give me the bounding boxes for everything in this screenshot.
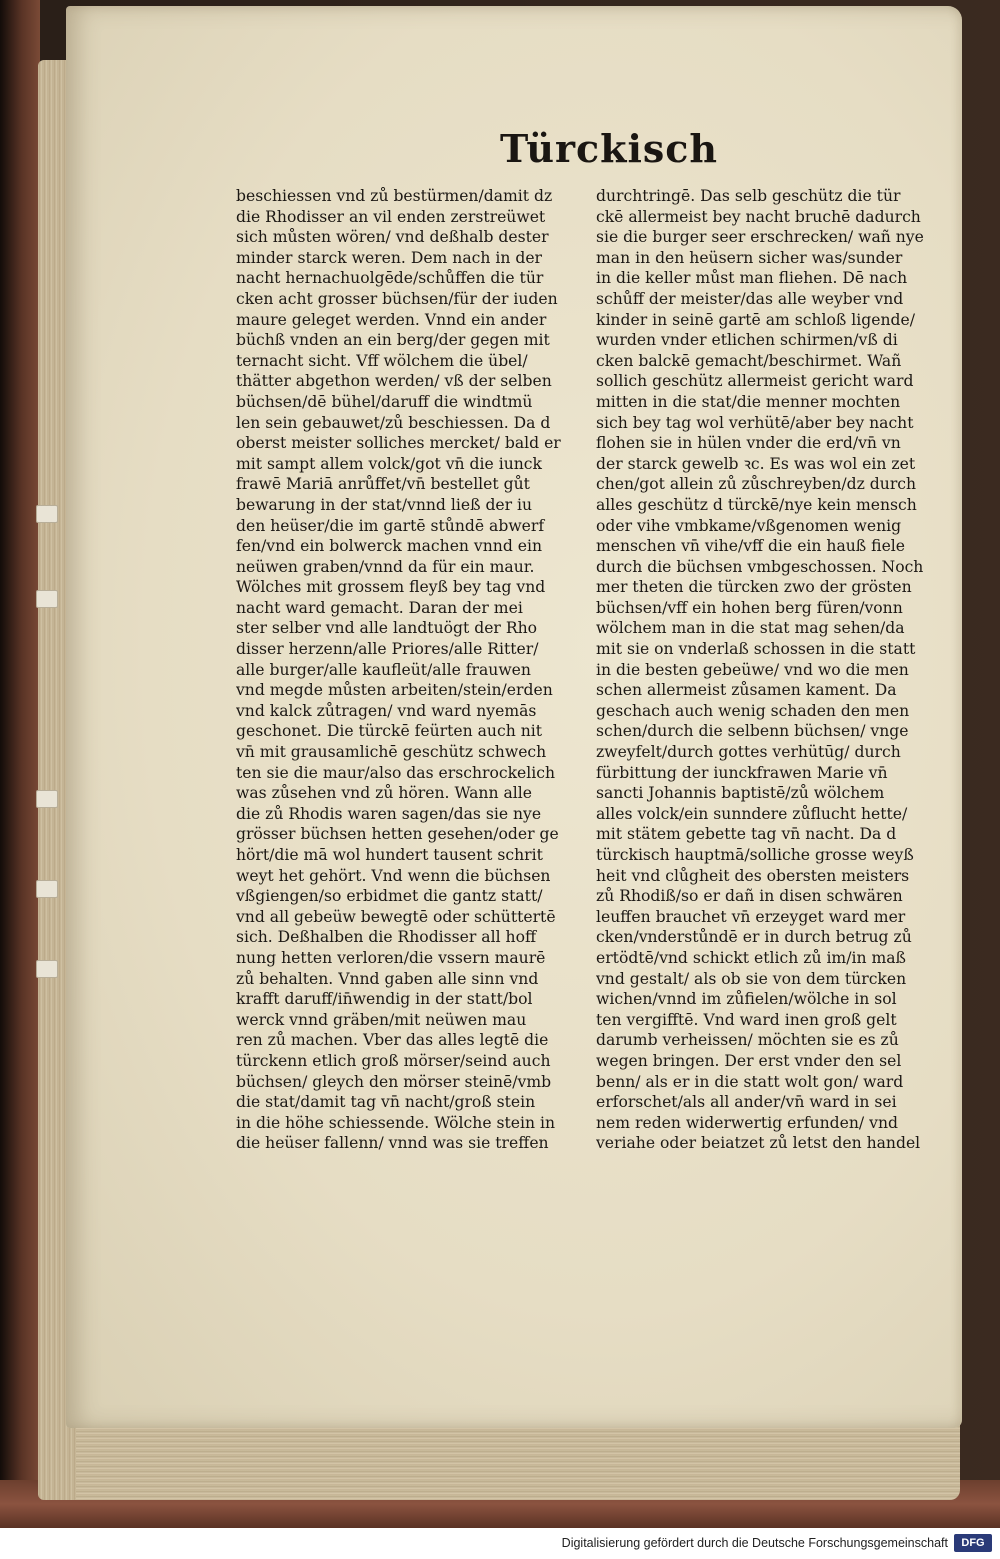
text-line: ternacht sicht. Vff wölchem die übel/ (236, 351, 528, 370)
text-line: mit stätem gebette tag vn̄ nacht. Da d (596, 825, 897, 844)
text-line: man in den heüsern sicher was/sunder (596, 248, 903, 267)
text-line: minder starck weren. Dem nach in der (236, 248, 543, 267)
running-head: Türckisch (500, 126, 719, 171)
dfg-logo: DFG (954, 1534, 992, 1552)
text-line: alles volck/ein sunndere zůflucht hette/ (596, 804, 908, 823)
text-line: menschen vn̄ vihe/vff die ein hauß fiele (596, 537, 906, 556)
text-line: wurden vnder etlichen schirmen/vß di (596, 331, 898, 350)
text-line: kinder in seinē gartē am schloß ligende/ (596, 310, 915, 329)
text-line: ten vergifftē. Vnd ward inen groß gelt (596, 1010, 897, 1029)
text-line: büchsen/dē bühel/daruff die windtmü (236, 392, 533, 411)
paper-tab (36, 960, 58, 978)
text-line: geschonet. Die türckē feürten auch nit (236, 722, 542, 741)
text-line: heit vnd clůgheit des obersten meisters (596, 866, 910, 885)
text-line: vnd kalck zůtragen/ vnd ward nyemās (236, 701, 537, 720)
text-line: erforschet/als all ander/vn̄ ward in sei (596, 1093, 897, 1112)
text-line: den heüser/die im gartē stůndē abwerf (236, 516, 545, 535)
text-line: grösser büchsen hetten gesehen/oder ge (236, 825, 559, 844)
text-line: len sein gebauwet/zů beschiessen. Da d (236, 413, 551, 432)
footer-credit: Digitalisierung gefördert durch die Deutsche Forschungsgemeinschaft (561, 1536, 948, 1550)
text-line: oberst meister solliches mercket/ bald er (236, 434, 561, 453)
text-line: nem reden widerwertig erfunden/ vnd (596, 1113, 898, 1132)
text-line: benn/ als er in die statt wolt gon/ ward (596, 1072, 904, 1091)
text-line: ckē allermeist bey nacht bruchē dadurch (596, 207, 921, 226)
text-line: disser herzenn/alle Priores/alle Ritter/ (236, 640, 539, 659)
paper-tab (36, 880, 58, 898)
text-line: beschiessen vnd zů bestürmen/damit dz (236, 187, 553, 205)
text-line: wölchem man in die stat mag sehen/da (596, 619, 905, 638)
text-line: sie die burger seer erschrecken/ wañ nye (596, 228, 924, 247)
text-line: weyt het gehört. Vnd wenn die büchsen (236, 866, 551, 885)
text-line: der starck gewelb ꝛc. Es was wol ein zet (596, 454, 916, 473)
text-line: bewarung in der stat/vnnd ließ der iu (236, 495, 533, 514)
text-line: die stat/damit tag vn̄ nacht/groß stein (236, 1093, 536, 1112)
text-line: frawē Mariā anrůffet/vn̄ bestellet gůt (236, 475, 530, 494)
text-line: mitten in die stat/die menner mochten (596, 392, 901, 411)
text-line: cken acht grosser büchsen/für der iuden (236, 289, 558, 308)
text-line: nung hetten verloren/die vssern maurē (236, 948, 546, 967)
text-column-right (596, 186, 948, 1206)
text-line: in die höhe schiessende. Wölche stein in (236, 1113, 556, 1132)
text-line: sancti Johannis baptistē/zů wölchem (596, 784, 885, 803)
text-line: vnd megde můsten arbeiten/stein/erden (236, 681, 553, 700)
text-line: cken/vnderstůndē er in durch betrug zů (596, 928, 912, 947)
text-line: zů behalten. Vnnd gaben alle sinn vnd (236, 969, 539, 988)
text-line: zweyfelt/durch gottes verhütūg/ durch (596, 743, 901, 762)
text-line: durchtringē. Das selb geschütz die tür (596, 187, 901, 205)
text-line: schen/durch die selbenn büchsen/ vnge (596, 722, 909, 741)
text-line: büchsen/ gleych den mörser steinē/vmb (236, 1072, 552, 1091)
text-line: oder vihe vmbkame/vßgenomen wenig (596, 516, 902, 535)
text-line: flohen sie in hülen vnder die erd/vn̄ vn (596, 434, 901, 453)
text-line: vnd all gebeüw bewegtē oder schüttertē (236, 907, 556, 926)
text-line: maure geleget werden. Vnnd ein ander (236, 310, 547, 329)
digitization-footer (0, 1528, 1000, 1559)
text-line: türckisch hauptmā/solliche grosse weyß (596, 846, 914, 864)
text-line: wegen bringen. Der erst vnder den sel (596, 1051, 902, 1070)
text-line: vßgiengen/so erbidmet die gantz statt/ (236, 887, 543, 906)
text-line: fen/vnd ein bolwerck machen vnnd ein (236, 537, 543, 556)
text-line: büchsen/vff ein hohen berg füren/vonn (596, 598, 903, 617)
text-line: was zůsehen vnd zů hören. Wann alle (236, 784, 532, 803)
text-line: türckenn etlich groß mörser/seind auch (236, 1051, 551, 1070)
text-line: geschach auch wenig schaden den men (596, 701, 910, 720)
paper-tab (36, 505, 58, 523)
book-cover-edge (0, 0, 40, 1528)
text-line: ten sie die maur/also das erschrockelich (236, 763, 555, 782)
text-line: krafft daruff/in̄wendig in der statt/bol (236, 990, 533, 1009)
text-line: leuffen brauchet vn̄ erzeyget ward mer (596, 907, 906, 926)
text-line: alles geschütz d türckē/nye kein mensch (596, 495, 917, 514)
text-line: ertödtē/vnd schickt etlich zů im/in maß (596, 948, 906, 967)
text-line: alle burger/alle kaufleüt/alle frauwen (236, 660, 531, 679)
text-line: büchß vnden an ein berg/der gegen mit (236, 331, 550, 350)
text-line: zů Rhodiß/so er dañ in disen schwären (596, 887, 903, 906)
text-line: schůff der meister/das alle weyber vnd (596, 289, 904, 308)
text-line: ren zů machen. Vber das alles legtē die (236, 1031, 549, 1050)
text-line: die Rhodisser an vil enden zerstreüwet (236, 207, 546, 226)
text-line: in die besten gebeüwe/ vnd wo die men (596, 660, 909, 679)
text-line: darumb verheissen/ möchten sie es zů (596, 1031, 899, 1050)
text-line: Wölches mit grossem fleyß bey tag vnd (236, 578, 546, 597)
paper-tab (36, 790, 58, 808)
text-line: vn̄ mit grausamlichē geschütz schwech (236, 743, 547, 762)
text-line: die heüser fallenn/ vnnd was sie treffen (236, 1134, 549, 1153)
text-line: wichen/vnnd im zůfielen/wölche in sol (596, 990, 897, 1009)
text-line: fürbittung der iunckfrawen Marie vn̄ (596, 763, 888, 782)
text-line: neüwen graben/vnnd da für ein maur. (236, 557, 535, 576)
text-line: mer theten die türcken zwo der grösten (596, 578, 912, 597)
text-line: vnd gestalt/ als ob sie von dem türcken (596, 969, 907, 988)
text-column-left (236, 186, 582, 1206)
text-line: sich můsten wören/ vnd deßhalb dester (236, 228, 549, 247)
text-line: mit sie on vnderlaß schossen in die statt (596, 640, 916, 659)
text-line: die zů Rhodis waren sagen/das sie nye (236, 804, 542, 823)
page-block-bottom (60, 1420, 960, 1500)
text-line: nacht hernachuolgēde/schůffen die tür (236, 269, 544, 288)
text-line: cken balckē gemacht/beschirmet. Wañ (596, 351, 902, 370)
text-line: chen/got allein zů zůschreyben/dz durch (596, 475, 917, 494)
text-line: sollich geschütz allermeist gericht ward (596, 372, 914, 391)
text-line: werck vnnd gräben/mit neüwen mau (236, 1010, 527, 1029)
text-line: in die keller můst man fliehen. Dē nach (596, 269, 908, 288)
text-line: mit sampt allem volck/got vn̄ die iunck (236, 454, 542, 473)
paper-tab (36, 590, 58, 608)
text-line: sich. Deßhalben die Rhodisser all hoff (236, 928, 537, 947)
text-line: schen allermeist zůsamen kament. Da (596, 681, 897, 700)
text-line: sich bey tag wol verhütē/aber bey nacht (596, 413, 914, 432)
text-line: veriahe oder beiatzet zů letst den handel (596, 1134, 921, 1153)
text-line: thätter abgethon werden/ vß der selben (236, 372, 552, 391)
text-line: hört/die mā wol hundert tausent schrit (236, 846, 543, 864)
text-line: durch die büchsen vmbgeschossen. Noch (596, 557, 924, 576)
text-line: ster selber vnd alle landtuögt der Rho (236, 619, 538, 638)
text-line: nacht ward gemacht. Daran der mei (236, 598, 523, 617)
